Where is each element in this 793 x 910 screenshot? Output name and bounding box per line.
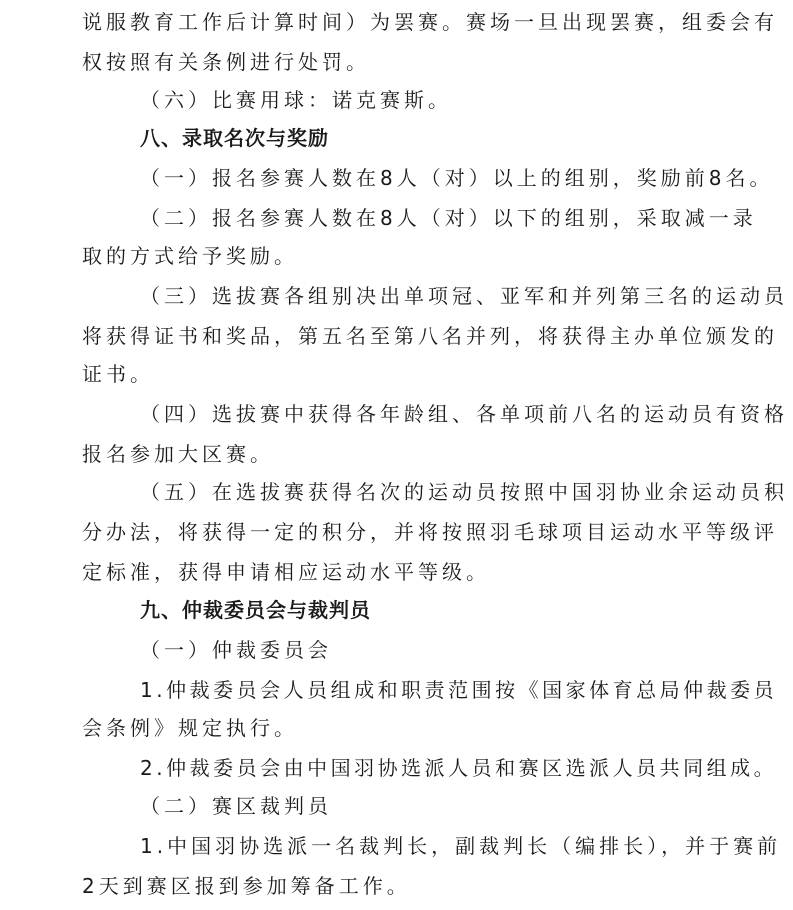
body-line: 会条例》规定执行。: [82, 716, 298, 740]
body-line: （一）仲裁委员会: [140, 638, 332, 662]
body-line: （一）报名参赛人数在8人（对）以上的组别，奖励前8名。: [140, 166, 774, 190]
body-line: （六）比赛用球：诺克赛斯。: [140, 88, 452, 112]
body-line: 1.仲裁委员会人员组成和职责范围按《国家体育总局仲裁委员: [140, 678, 778, 702]
body-line: 定标准，获得申请相应运动水平等级。: [82, 560, 490, 584]
body-line: （三）选拔赛各组别决出单项冠、亚军和并列第三名的运动员: [140, 284, 788, 308]
section-heading: 八、录取名次与奖励: [140, 126, 329, 150]
body-line: （四）选拔赛中获得各年龄组、各单项前八名的运动员有资格: [140, 402, 788, 426]
section-heading: 九、仲裁委员会与裁判员: [140, 598, 371, 622]
body-line: 2天到赛区报到参加筹备工作。: [82, 874, 411, 898]
body-line: 证书。: [82, 362, 154, 386]
body-line: 权按照有关条例进行处罚。: [82, 50, 370, 74]
body-line: 2.仲裁委员会由中国羽协选派人员和赛区选派人员共同组成。: [140, 756, 778, 780]
body-line: 1.中国羽协选派一名裁判长，副裁判长（编排长），并于赛前: [140, 834, 782, 858]
body-line: 说服教育工作后计算时间）为罢赛。赛场一旦出现罢赛，组委会有: [82, 10, 778, 34]
body-line: （二）赛区裁判员: [140, 794, 332, 818]
body-line: （二）报名参赛人数在8人（对）以下的组别，采取减一录: [140, 206, 757, 230]
body-line: 报名参加大区赛。: [82, 442, 274, 466]
body-line: 分办法，将获得一定的积分，并将按照羽毛球项目运动水平等级评: [82, 520, 778, 544]
body-line: 将获得证书和奖品，第五名至第八名并列，将获得主办单位颁发的: [82, 324, 778, 348]
body-line: （五）在选拔赛获得名次的运动员按照中国羽协业余运动员积: [140, 480, 788, 504]
body-line: 取的方式给予奖励。: [82, 244, 298, 268]
